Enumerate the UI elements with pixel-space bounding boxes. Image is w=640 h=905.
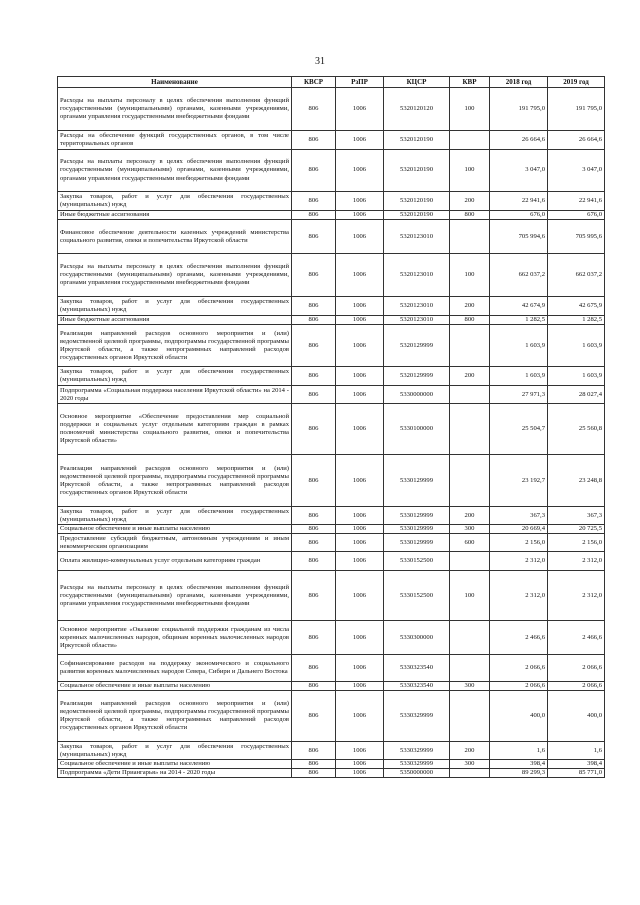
row-rzpr: 1006 — [336, 192, 384, 211]
row-kcsr: 5350000000 — [384, 769, 450, 778]
row-kcsr: 5320120190 — [384, 211, 450, 220]
row-name: Социальное обеспечение и иные выплаты населению — [58, 682, 292, 691]
row-amount-2018: 662 037,2 — [490, 254, 548, 297]
row-kvsr: 806 — [292, 552, 336, 571]
row-kvr — [450, 655, 490, 682]
row-rzpr: 1006 — [336, 507, 384, 525]
row-kcsr: 5330000000 — [384, 386, 450, 404]
row-amount-2018: 2 066,6 — [490, 682, 548, 691]
table-row — [58, 769, 605, 778]
row-kvr — [450, 325, 490, 367]
table-row — [58, 507, 605, 525]
row-rzpr: 1006 — [336, 769, 384, 778]
table-row — [58, 367, 605, 386]
row-name: Расходы на выплаты персоналу в целях обеспечения выполнения функций государственными (муниципальными) органами, казенными учреждениями, органами управления государственными внебюджетными фондами — [58, 254, 292, 297]
row-kvsr: 806 — [292, 404, 336, 455]
row-amount-2018: 705 994,6 — [490, 220, 548, 254]
row-kvr: 100 — [450, 571, 490, 621]
header-rzpr: РзПР — [336, 77, 384, 88]
row-kvsr: 806 — [292, 211, 336, 220]
row-kvr — [450, 386, 490, 404]
row-kcsr: 5320120120 — [384, 88, 450, 131]
row-rzpr: 1006 — [336, 254, 384, 297]
row-amount-2019: 3 047,0 — [548, 150, 605, 192]
row-amount-2018: 42 674,9 — [490, 297, 548, 316]
row-kvr: 100 — [450, 150, 490, 192]
row-amount-2018: 25 504,7 — [490, 404, 548, 455]
row-kcsr: 5320129999 — [384, 325, 450, 367]
row-name: Расходы на выплаты персоналу в целях обеспечения выполнения функций государственными (муниципальными) органами, казенными учреждениями, органами управления государственными внебюджетными фондами — [58, 571, 292, 621]
row-amount-2019: 28 027,4 — [548, 386, 605, 404]
row-kvsr: 806 — [292, 88, 336, 131]
row-kcsr: 5330329999 — [384, 691, 450, 742]
row-amount-2018: 2 156,0 — [490, 534, 548, 552]
row-kcsr: 5320123010 — [384, 220, 450, 254]
row-kvr — [450, 455, 490, 507]
row-amount-2019: 2 312,0 — [548, 571, 605, 621]
table-row — [58, 88, 605, 131]
row-name: Закупка товаров, работ и услуг для обеспечения государственных (муниципальных) нужд — [58, 507, 292, 525]
table-row — [58, 760, 605, 769]
row-amount-2019: 400,0 — [548, 691, 605, 742]
row-rzpr: 1006 — [336, 297, 384, 316]
row-rzpr: 1006 — [336, 534, 384, 552]
row-kvr: 800 — [450, 316, 490, 325]
row-kvr: 300 — [450, 760, 490, 769]
row-amount-2018: 1,6 — [490, 742, 548, 760]
table-row — [58, 131, 605, 150]
row-amount-2018: 1 282,5 — [490, 316, 548, 325]
table-row — [58, 220, 605, 254]
row-kvsr: 806 — [292, 220, 336, 254]
row-name: Расходы на обеспечение функций государственных органов, в том числе территориальных органов — [58, 131, 292, 150]
row-kvr — [450, 691, 490, 742]
row-kvsr: 806 — [292, 760, 336, 769]
row-name: Закупка товаров, работ и услуг для обеспечения государственных (муниципальных) нужд — [58, 297, 292, 316]
row-kvsr: 806 — [292, 571, 336, 621]
row-amount-2019: 705 995,6 — [548, 220, 605, 254]
table-row — [58, 254, 605, 297]
table-row — [58, 571, 605, 621]
row-amount-2019: 26 664,6 — [548, 131, 605, 150]
row-kvr: 100 — [450, 254, 490, 297]
row-kvsr: 806 — [292, 192, 336, 211]
row-amount-2019: 42 675,9 — [548, 297, 605, 316]
row-amount-2019: 398,4 — [548, 760, 605, 769]
table-row — [58, 404, 605, 455]
row-kvsr: 806 — [292, 691, 336, 742]
row-kcsr: 5330129999 — [384, 507, 450, 525]
row-rzpr: 1006 — [336, 621, 384, 655]
row-name: Реализация направлений расходов основного мероприятия и (или) ведомственной целевой программы, подпрограммы государственной программы Иркутской области, а также непрограммных направлений расходов государственных органов Иркутской области — [58, 455, 292, 507]
row-amount-2018: 26 664,6 — [490, 131, 548, 150]
row-kvr: 100 — [450, 88, 490, 131]
row-kvsr: 806 — [292, 455, 336, 507]
row-amount-2019: 25 560,8 — [548, 404, 605, 455]
row-kvr — [450, 131, 490, 150]
row-kvr — [450, 220, 490, 254]
row-name: Иные бюджетные ассигнования — [58, 211, 292, 220]
row-kcsr: 5330129999 — [384, 534, 450, 552]
row-kvr — [450, 404, 490, 455]
row-kcsr: 5330329999 — [384, 742, 450, 760]
row-amount-2019: 1 603,9 — [548, 325, 605, 367]
row-name: Закупка товаров, работ и услуг для обеспечения государственных (муниципальных) нужд — [58, 742, 292, 760]
row-amount-2019: 20 725,5 — [548, 525, 605, 534]
row-kcsr: 5320123010 — [384, 316, 450, 325]
row-rzpr: 1006 — [336, 691, 384, 742]
row-amount-2018: 2 466,6 — [490, 621, 548, 655]
row-kcsr: 5330300000 — [384, 621, 450, 655]
row-rzpr: 1006 — [336, 455, 384, 507]
row-kcsr: 5320120190 — [384, 192, 450, 211]
row-kvr: 300 — [450, 682, 490, 691]
table-row — [58, 691, 605, 742]
row-rzpr: 1006 — [336, 404, 384, 455]
row-amount-2018: 367,3 — [490, 507, 548, 525]
row-kvsr: 806 — [292, 742, 336, 760]
row-kvr: 200 — [450, 192, 490, 211]
row-amount-2018: 676,0 — [490, 211, 548, 220]
row-amount-2019: 2 156,0 — [548, 534, 605, 552]
row-kvr — [450, 552, 490, 571]
row-name: Расходы на выплаты персоналу в целях обеспечения выполнения функций государственными (муниципальными) органами, казенными учреждениями, органами управления государственными внебюджетными фондами — [58, 150, 292, 192]
row-kcsr: 5330329999 — [384, 760, 450, 769]
row-amount-2018: 398,4 — [490, 760, 548, 769]
row-rzpr: 1006 — [336, 655, 384, 682]
row-rzpr: 1006 — [336, 150, 384, 192]
row-kvr: 200 — [450, 367, 490, 386]
row-kvr: 600 — [450, 534, 490, 552]
row-kcsr: 5320129999 — [384, 367, 450, 386]
row-amount-2018: 2 312,0 — [490, 552, 548, 571]
table-row — [58, 192, 605, 211]
row-name: Софинансирование расходов на поддержку экономического и социального развития коренных малочисленных народов Севера, Сибири и Дальнего Востока — [58, 655, 292, 682]
row-kcsr: 5330152500 — [384, 571, 450, 621]
table-row — [58, 211, 605, 220]
row-amount-2019: 2 466,6 — [548, 621, 605, 655]
row-kvsr: 806 — [292, 367, 336, 386]
row-kvr: 200 — [450, 507, 490, 525]
row-kvsr: 806 — [292, 682, 336, 691]
row-kcsr: 5330129999 — [384, 455, 450, 507]
row-name: Иные бюджетные ассигнования — [58, 316, 292, 325]
table-row — [58, 325, 605, 367]
table-row — [58, 534, 605, 552]
row-kvsr: 806 — [292, 655, 336, 682]
row-amount-2019: 1 603,9 — [548, 367, 605, 386]
row-amount-2019: 676,0 — [548, 211, 605, 220]
row-kvsr: 806 — [292, 131, 336, 150]
row-kcsr: 5320120190 — [384, 150, 450, 192]
row-kvr: 800 — [450, 211, 490, 220]
row-name: Основное мероприятие «Обеспечение предоставления мер социальной поддержки и социальных услуг отдельным категориям граждан в рамках полномочий министерства социального развития, опеки и попечительства Иркутской области» — [58, 404, 292, 455]
row-rzpr: 1006 — [336, 131, 384, 150]
row-amount-2019: 1 282,5 — [548, 316, 605, 325]
row-kcsr: 5330129999 — [384, 525, 450, 534]
row-amount-2018: 20 669,4 — [490, 525, 548, 534]
page-number: 31 — [315, 56, 325, 67]
header-kcsr: КЦСР — [384, 77, 450, 88]
row-kvsr: 806 — [292, 769, 336, 778]
row-amount-2019: 23 248,8 — [548, 455, 605, 507]
row-name: Оплата жилищно-коммунальных услуг отдельным категориям граждан — [58, 552, 292, 571]
row-amount-2018: 3 047,0 — [490, 150, 548, 192]
row-rzpr: 1006 — [336, 211, 384, 220]
row-kvsr: 806 — [292, 525, 336, 534]
row-amount-2018: 400,0 — [490, 691, 548, 742]
row-kvsr: 806 — [292, 386, 336, 404]
row-name: Расходы на выплаты персоналу в целях обеспечения выполнения функций государственными (муниципальными) органами, казенными учреждениями, органами управления государственными внебюджетными фондами — [58, 88, 292, 131]
row-kcsr: 5320123010 — [384, 254, 450, 297]
row-rzpr: 1006 — [336, 525, 384, 534]
row-amount-2018: 2 066,6 — [490, 655, 548, 682]
row-kvsr: 806 — [292, 297, 336, 316]
row-rzpr: 1006 — [336, 88, 384, 131]
table-row — [58, 552, 605, 571]
row-kvr — [450, 769, 490, 778]
row-kvsr: 806 — [292, 507, 336, 525]
row-kvsr: 806 — [292, 621, 336, 655]
row-amount-2019: 22 941,6 — [548, 192, 605, 211]
row-name: Реализация направлений расходов основного мероприятия и (или) ведомственной целевой программы, подпрограммы государственной программы Иркутской области, а также непрограммных направлений расходов государственных органов Иркутской области — [58, 325, 292, 367]
row-amount-2018: 2 312,0 — [490, 571, 548, 621]
row-amount-2018: 89 299,3 — [490, 769, 548, 778]
row-amount-2019: 191 795,0 — [548, 88, 605, 131]
table-row — [58, 742, 605, 760]
row-name: Реализация направлений расходов основного мероприятия и (или) ведомственной целевой программы, подпрограммы государственной программы Иркутской области, а также непрограммных направлений расходов государственных органов Иркутской области — [58, 691, 292, 742]
table-row — [58, 621, 605, 655]
row-name: Финансовое обеспечение деятельности казенных учреждений министерства социального развития, опеки и попечительства Иркутской области — [58, 220, 292, 254]
row-name: Социальное обеспечение и иные выплаты населению — [58, 760, 292, 769]
row-kvsr: 806 — [292, 325, 336, 367]
header-2019: 2019 год — [548, 77, 605, 88]
row-rzpr: 1006 — [336, 742, 384, 760]
header-name: Наименование — [58, 77, 292, 88]
row-rzpr: 1006 — [336, 682, 384, 691]
table-row — [58, 297, 605, 316]
row-rzpr: 1006 — [336, 220, 384, 254]
row-amount-2018: 191 795,0 — [490, 88, 548, 131]
row-kvr: 300 — [450, 525, 490, 534]
row-rzpr: 1006 — [336, 316, 384, 325]
row-kvsr: 806 — [292, 316, 336, 325]
row-kcsr: 5330100000 — [384, 404, 450, 455]
table-row — [58, 525, 605, 534]
row-name: Подпрограмма «Дети Приангарья» на 2014 - 2020 годы — [58, 769, 292, 778]
row-kvr: 200 — [450, 297, 490, 316]
budget-table — [57, 76, 605, 778]
table-header-row — [58, 77, 605, 88]
row-amount-2019: 1,6 — [548, 742, 605, 760]
header-2018: 2018 год — [490, 77, 548, 88]
header-kvr: КВР — [450, 77, 490, 88]
row-amount-2018: 22 941,6 — [490, 192, 548, 211]
row-rzpr: 1006 — [336, 325, 384, 367]
row-kvr — [450, 621, 490, 655]
row-kcsr: 5330323540 — [384, 655, 450, 682]
row-kcsr: 5330323540 — [384, 682, 450, 691]
row-name: Подпрограмма «Социальная поддержка населения Иркутской области» на 2014 - 2020 годы — [58, 386, 292, 404]
table-row — [58, 316, 605, 325]
header-kvsr: КВСР — [292, 77, 336, 88]
row-amount-2018: 27 971,3 — [490, 386, 548, 404]
row-kvsr: 806 — [292, 534, 336, 552]
row-amount-2018: 1 603,9 — [490, 367, 548, 386]
table-row — [58, 386, 605, 404]
row-rzpr: 1006 — [336, 367, 384, 386]
table-row — [58, 655, 605, 682]
row-rzpr: 1006 — [336, 760, 384, 769]
row-name: Социальное обеспечение и иные выплаты населению — [58, 525, 292, 534]
row-name: Основное мероприятие «Оказание социальной поддержки гражданам из числа коренных малочисленных народов, общинам коренных малочисленных народов Иркутской области» — [58, 621, 292, 655]
row-name: Предоставление субсидий бюджетным, автономным учреждениям и иным некоммерческим организациям — [58, 534, 292, 552]
table-row — [58, 455, 605, 507]
row-kvsr: 806 — [292, 150, 336, 192]
row-name: Закупка товаров, работ и услуг для обеспечения государственных (муниципальных) нужд — [58, 367, 292, 386]
row-kvsr: 806 — [292, 254, 336, 297]
row-kcsr: 5320123010 — [384, 297, 450, 316]
row-kcsr: 5320120190 — [384, 131, 450, 150]
row-amount-2019: 2 066,6 — [548, 655, 605, 682]
row-rzpr: 1006 — [336, 552, 384, 571]
row-kvr: 200 — [450, 742, 490, 760]
row-amount-2019: 662 037,2 — [548, 254, 605, 297]
row-amount-2019: 2 066,6 — [548, 682, 605, 691]
row-amount-2018: 23 192,7 — [490, 455, 548, 507]
row-amount-2019: 85 771,0 — [548, 769, 605, 778]
row-kcsr: 5330152500 — [384, 552, 450, 571]
row-rzpr: 1006 — [336, 571, 384, 621]
row-rzpr: 1006 — [336, 386, 384, 404]
row-name: Закупка товаров, работ и услуг для обеспечения государственных (муниципальных) нужд — [58, 192, 292, 211]
row-amount-2018: 1 603,9 — [490, 325, 548, 367]
row-amount-2019: 2 312,0 — [548, 552, 605, 571]
table-row — [58, 682, 605, 691]
row-amount-2019: 367,3 — [548, 507, 605, 525]
table-row — [58, 150, 605, 192]
